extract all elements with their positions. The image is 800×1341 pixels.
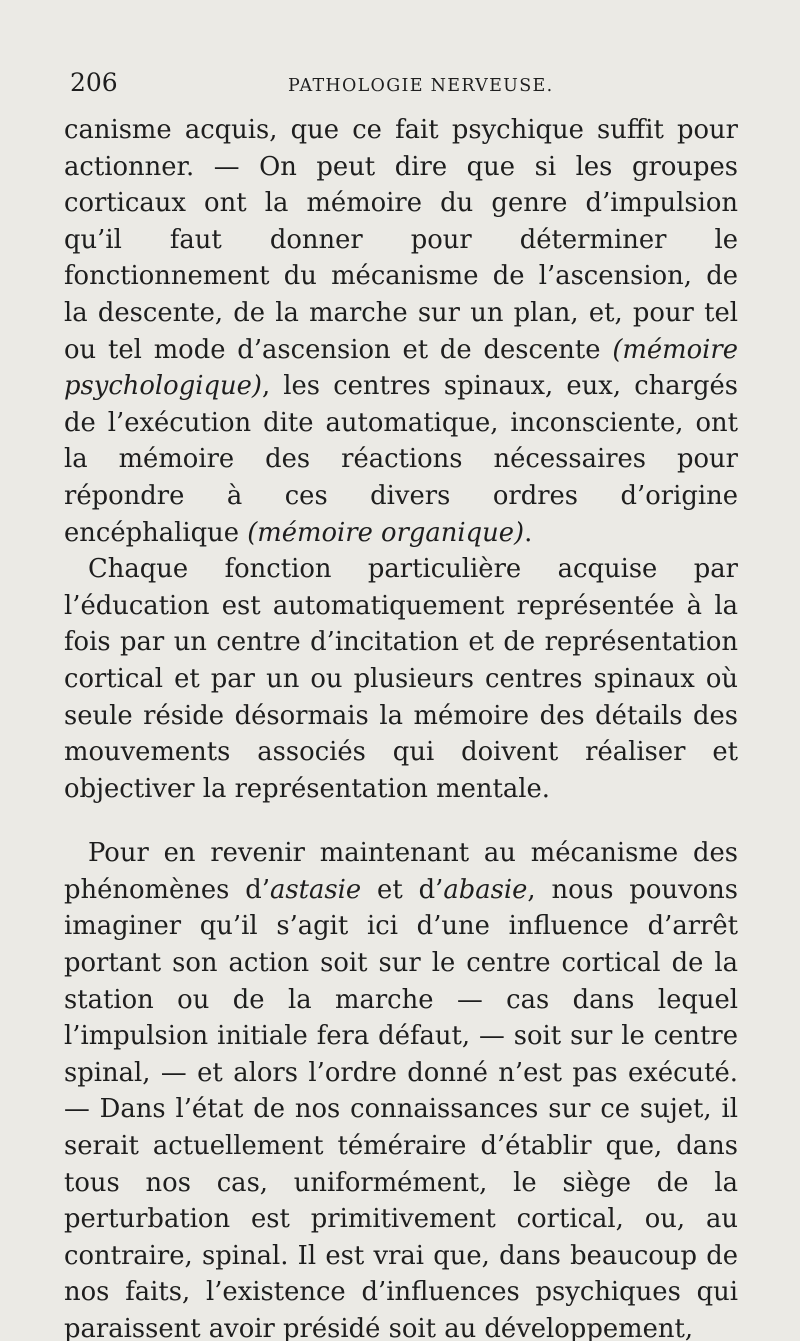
page-number: 206 [70, 68, 118, 97]
text-run: Chaque fonction particulière acquise par l’éducation est automatiquement représentée à la fois par un centre d’incitation et de représentation cortical et par un ou plusieurs centres spinaux où seule réside désormais la mémoire des détails des mouvements associés qui doivent réaliser et objectiver la représentation mentale. [64, 554, 738, 804]
text-run: canisme acquis, que ce fait psychique suffit pour actionner. — On peut dire que si les groupes corticaux ont la mémoire du genre d’impulsion qu’il faut donner pour déterminer le fonctionnement du mécanisme de l’ascension, de la descente, de la marche sur un plan, et, pour tel ou tel mode d’ascension et de descente [64, 115, 738, 365]
paragraph-continued [64, 112, 738, 551]
italic-run: (mémoire organique) [247, 517, 525, 548]
page-body [64, 112, 738, 1341]
italic-run: (mémoire psychologique) [64, 334, 738, 402]
paragraph [64, 835, 738, 1341]
text-run: et d’ [361, 874, 444, 905]
text-run: . [524, 517, 533, 548]
text-run: , les centres spinaux, eux, chargés de l’exécution dite automatique, inconsciente, ont la mémoire des réactions nécessaires pour répondre à ces divers ordres d’origine encéphalique [64, 371, 738, 548]
italic-run: abasie [443, 874, 528, 905]
running-title: PATHOLOGIE NERVEUSE. [288, 76, 554, 96]
italic-run: astasie [270, 874, 362, 905]
text-run: , nous pouvons imaginer qu’il s’agit ici d’une influence d’arrêt portant son action soit sur le centre cortical de la station ou de la marche — cas dans lequel l’impulsion initiale fera défaut, — soit sur le centre spinal, — et alors l’ordre donné n’est pas exécuté. — Dans l’état de nos connaissances sur ce sujet, il serait actuellement téméraire d’établir que, dans tous nos cas, uniformément, le siège de la perturbation est primitivement cortical, ou, au contraire, spinal. Il est vrai que, dans beaucoup de nos faits, l’existence d’influences psychiques qui paraissent avoir présidé soit au développement, [64, 874, 738, 1341]
paragraph [64, 551, 738, 807]
page-header [70, 68, 738, 102]
text-run: Pour en revenir maintenant au mécanisme des phénomènes d’ [64, 838, 738, 905]
